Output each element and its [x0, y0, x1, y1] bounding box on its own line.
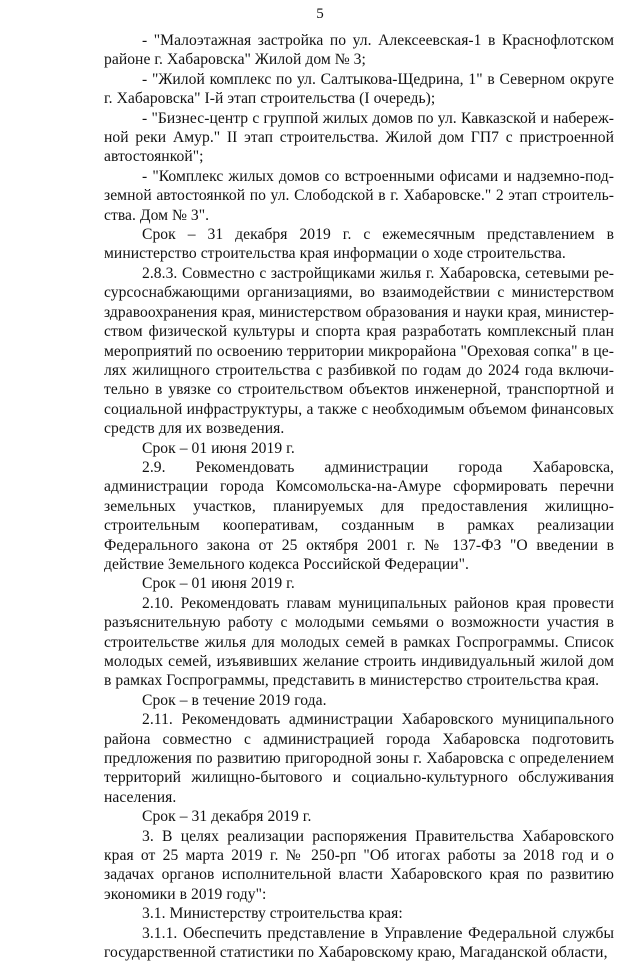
paragraph-deadline: Срок – 01 июня 2019 г. [142, 439, 295, 457]
paragraph-3-1-1: 3.1.1. Обеспечить представление в Управление Федеральной службы государственной статистики по Хабаровскому краю, Магаданской области, [104, 924, 614, 962]
page-number: 5 [316, 6, 324, 22]
paragraph-deadline: Срок – 01 июня 2019 г. [142, 575, 295, 593]
paragraph-2-10: 2.10. Рекомендовать главам муниципальных районов края провести разъяснительную работу с молодыми семьями о возможности участия в строительстве жилья для молодых семей в рамках Госпрограммы. Список молодых семей, изъявивших желание строить индивидуальный жилой дом в рамках Госпрограммы, представить в министерство строительства края. [104, 594, 614, 690]
document-body [104, 31, 614, 963]
paragraph-list-item-1: - "Малоэтажная застройка по ул. Алексеевская-1 в Краснофлотском районе г. Хабаровска" Жилой дом № 3; [104, 32, 614, 69]
paragraph-3: 3. В целях реализации распоряжения Правительства Хабаровского края от 25 марта 2019 г. № 250-рп "Об итогах работы за 2018 год и о задачах органов исполнительной власти Хабаровского края по развитию экономики в 2019 году": [104, 827, 614, 903]
paragraph-2-11: 2.11. Рекомендовать администрации Хабаровского муниципального района совместно с администрацией города Хабаровска подготовить предложения по развитию пригородной зоны г. Хабаровска с определением территорий жилищно-бытового и социально-культурного обслуживания населения. [104, 711, 614, 806]
paragraph-2-8-3: 2.8.3. Совместно с застройщиками жилья г. Хабаровска, сетевыми ресурсоснабжающими организациями, во взаимодействии с министерством здравоохранения края, министерством образования и науки края, министерством физической культуры и спорта края разработать комплексный план мероприятий по освоению территории микрорайона "Ореховая сопка" в целях жилищного строительства с разбивкой по годам до 2024 года включительно в увязке со строительством объектов инженерной, транспортной и социальной инфраструктуры, а также с необходимым объемом финансовых средств для их возведения. [104, 264, 614, 438]
paragraph-list-item-2: - "Жилой комплекс по ул. Салтыкова-Щедрина, 1" в Северном округе г. Хабаровска" I-й этап строительства (I очередь); [104, 70, 614, 108]
paragraph-deadline: Срок – в течение 2019 года. [142, 691, 327, 709]
paragraph-2-9: 2.9. Рекомендовать администрации города Хабаровска, администрации города Комсомольска-на-Амуре сформировать перечни земельных участков, планируемых для предоставления жилищно-строительным кооперативам, созданным в рамках реализации Федерального закона от 25 октября 2001 г. № 137-ФЗ "О введении в действие Земельного кодекса Российской Федерации". [104, 458, 614, 573]
paragraph-deadline: Срок – 31 декабря 2019 г. [142, 808, 312, 826]
paragraph-3-1: 3.1. Министерству строительства края: [142, 905, 403, 923]
paragraph-list-item-4: - "Комплекс жилых домов со встроенными офисами и надземно-подземной автостоянкой по ул. Слободской в г. Хабаровске." 2 этап строительства. Дом № 3". [104, 167, 614, 224]
paragraph-deadline: Срок – 31 декабря 2019 г. с ежемесячным представлением в министерство строительства края информации о ходе строительства. [104, 226, 614, 263]
paragraph-list-item-3: - "Бизнес-центр с группой жилых домов по ул. Кавказской и набережной реки Амур." II этап строительства. Жилой дом ГП7 с пристроенной автостоянкой"; [104, 109, 614, 166]
